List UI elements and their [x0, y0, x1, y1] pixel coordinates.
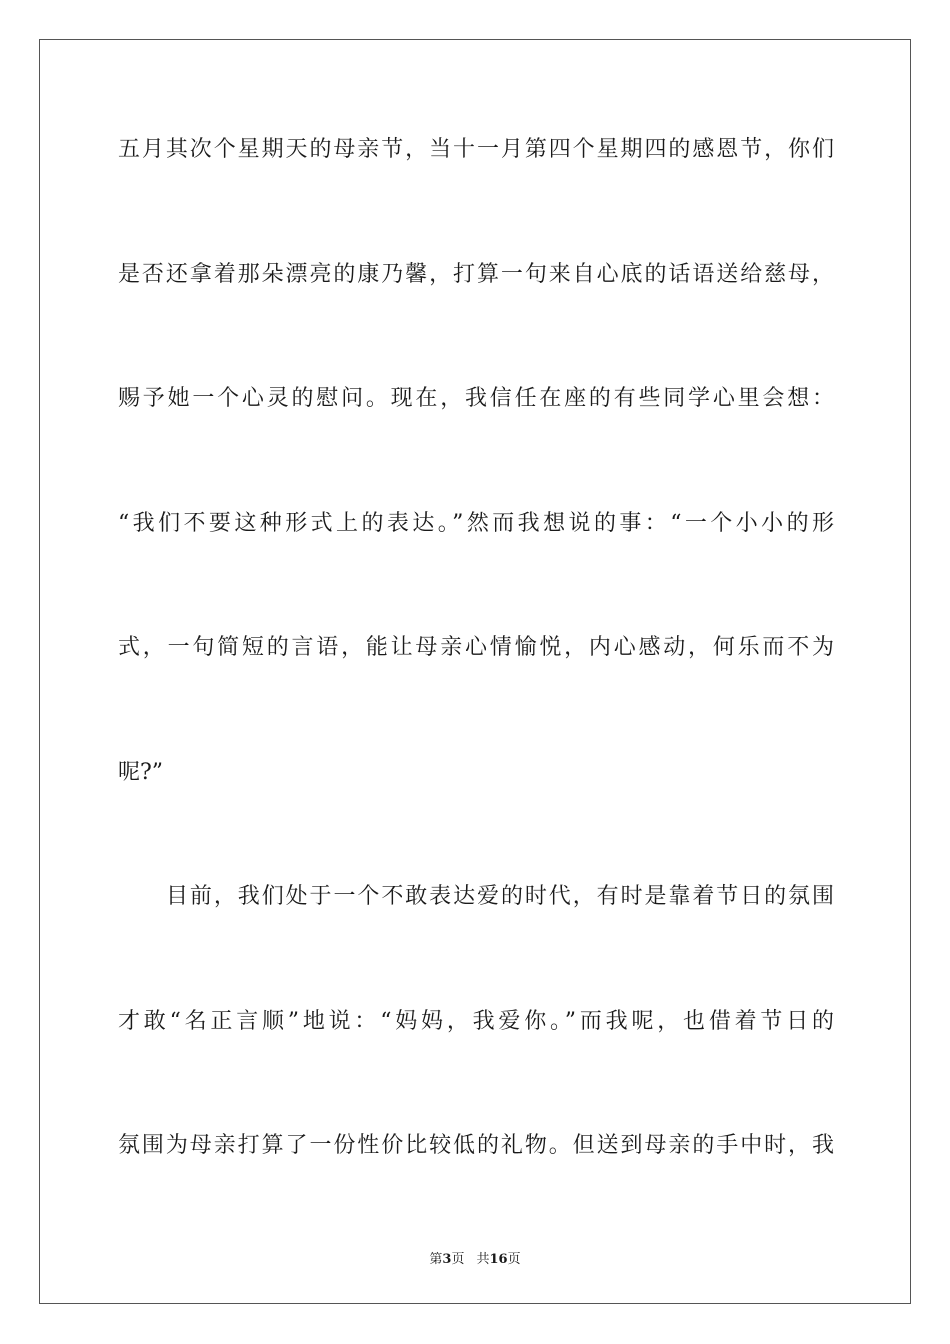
total-pages: 16 [489, 1252, 508, 1267]
page-footer [0, 1248, 950, 1267]
total-suffix: 页 [507, 1252, 521, 1267]
text-line: 是否还拿着那朵漂亮的康乃馨，打算一句来自心底的话语送给慈母， [118, 261, 834, 287]
text-line: 才敢“名正言顺”地说：“妈妈，我爱你。”而我呢，也借着节日的 [118, 1008, 834, 1034]
document-body [118, 120, 834, 1241]
text-line: “我们不要这种形式上的表达。”然而我想说的事：“一个小小的形 [118, 510, 834, 536]
page-suffix: 页 [451, 1252, 465, 1267]
text-line: 赐予她一个心灵的慰问。现在，我信任在座的有些同学心里会想： [118, 386, 834, 411]
page-number: 3 [442, 1252, 452, 1267]
text-line: 式，一句简短的言语，能让母亲心情愉悦，内心感动，何乐而不为 [118, 635, 834, 660]
text-line: 氛围为母亲打算了一份性价比较低的礼物。但送到母亲的手中时，我 [118, 1133, 834, 1158]
total-prefix: 共 [476, 1252, 490, 1267]
page-prefix: 第 [429, 1252, 443, 1267]
paragraph-first-line: 目前，我们处于一个不敢表达爱的时代，有时是靠着节日的氛围 [166, 884, 834, 909]
text-line: 呢?” [118, 759, 164, 785]
text-line: 五月其次个星期天的母亲节，当十一月第四个星期四的感恩节，你们 [118, 137, 834, 162]
